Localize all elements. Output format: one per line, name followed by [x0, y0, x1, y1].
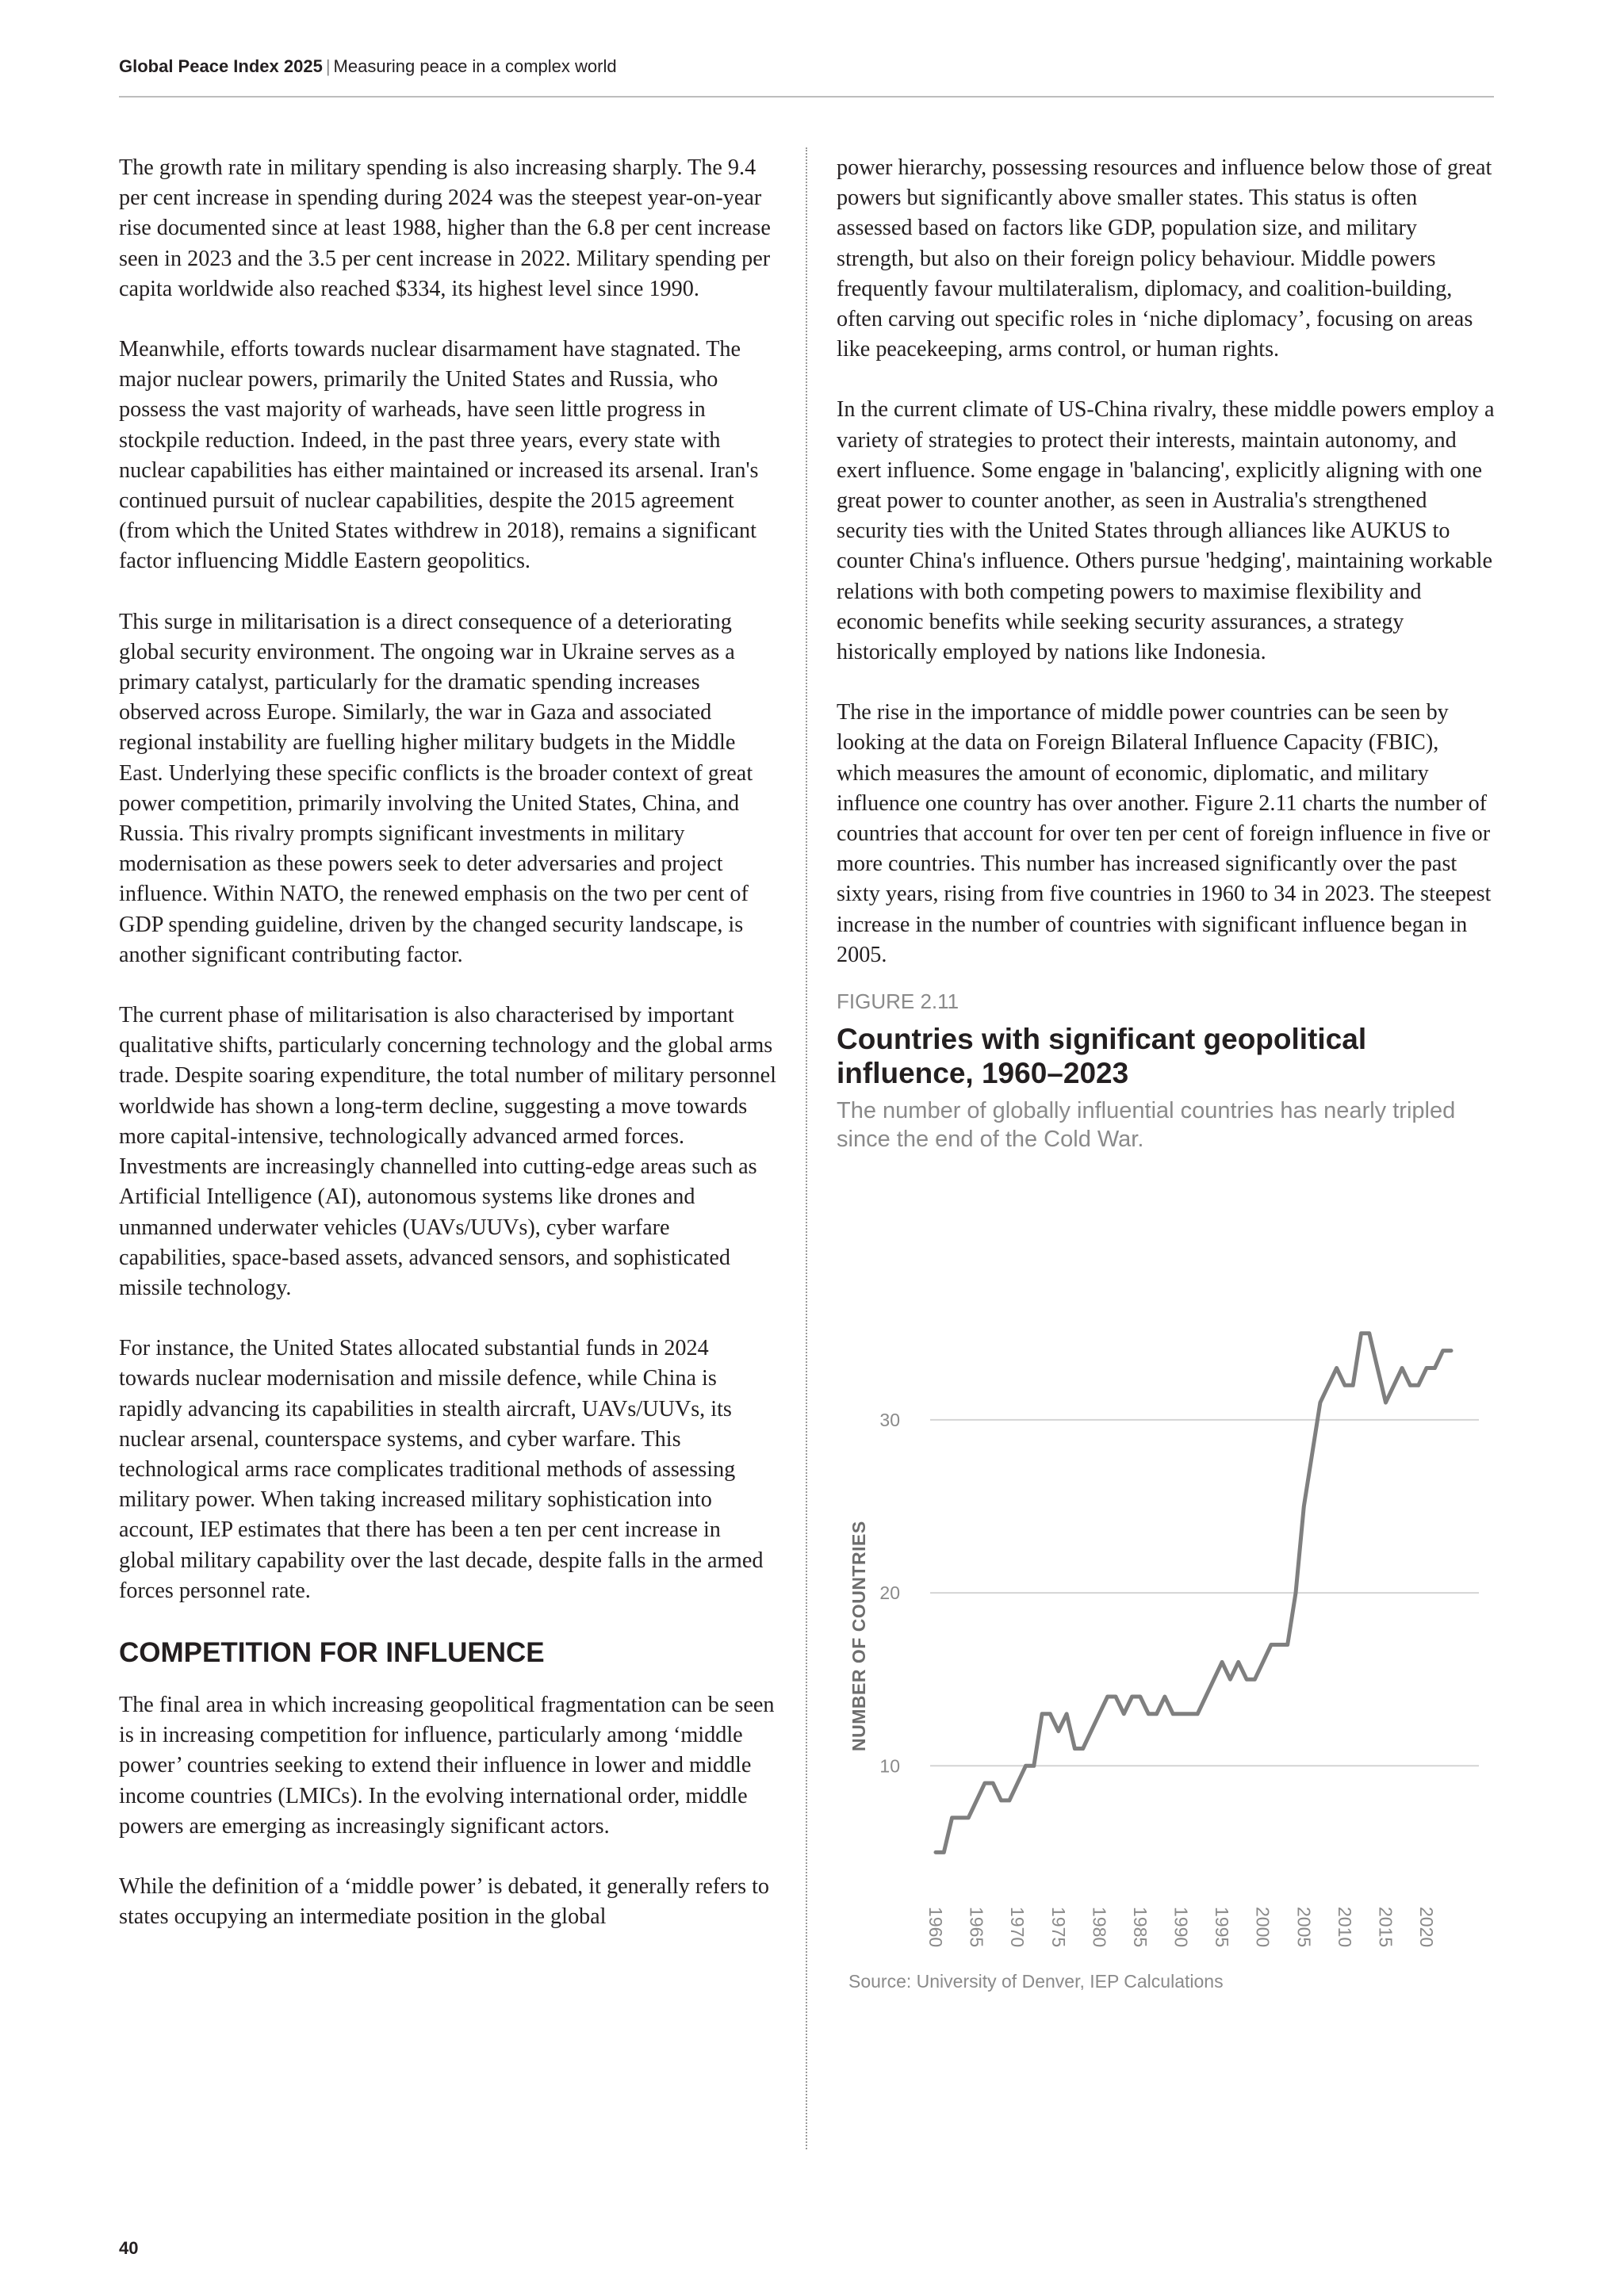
- paragraph-us-china-rivalry: In the current climate of US-China rivalry, these middle powers employ a variety of strategies to protect their interests, maintain autonomy, and exert influence. Some engage in 'balancing', explicitly aligning with one great power to counter another, as seen in Australia's strengthened security ties with the United States through alliances like AUKUS to counter China's influence. Others pursue 'hedging', maintaining workable relations with both competing powers to maximise flexibility and economic benefits while seeking security assurances, a strategy historically employed by nations like Indonesia.: [837, 397, 1495, 665]
- x-tick-label-1975: 1975: [1048, 1907, 1069, 1948]
- figure-title: Countries with significant geopolitical influence, 1960–2023: [837, 1023, 1367, 1090]
- x-tick-label-2000: 2000: [1252, 1907, 1274, 1948]
- report-title: Global Peace Index 2025: [119, 56, 323, 76]
- left-column: [119, 153, 777, 1962]
- paragraph-middle-power-definition: While the definition of a ‘middle power’ is debated, it generally refers to states occupying an intermediate position in the global: [119, 1873, 770, 1930]
- paragraph-fbic: The rise in the importance of middle power countries can be seen by looking at the data on Foreign Bilateral Influence Capacity (FBIC), which measures the amount of economic, diplomatic, and military influence one country has over another. Figure 2.11 charts the number of countries that account for over ten per cent of foreign influence in five or more countries. This number has increased significantly over the past sixty years, rising from five countries in 1960 to 34 in 2023. The steepest increase in the number of countries with significant influence began in 2005.: [837, 700, 1492, 967]
- y-axis-label: NUMBER OF COUNTRIES: [848, 1521, 869, 1751]
- right-column: [837, 153, 1495, 1154]
- x-tick-label-1990: 1990: [1170, 1907, 1192, 1948]
- chart-svg: [837, 1284, 1495, 1958]
- page-number: 40: [119, 2238, 139, 2258]
- paragraph-power-hierarchy: power hierarchy, possessing resources and influence below those of great powers but significantly above smaller states. This status is often assessed based on factors like GDP, population size, and military strength, but also on their foreign policy behaviour. Middle powers frequently favour multilateralism, diplomacy, and coalition-building, often carving out specific roles in ‘niche diplomacy’, focusing on areas like peacekeeping, arms control, or human rights.: [837, 155, 1492, 362]
- report-subtitle: Measuring peace in a complex world: [333, 56, 617, 76]
- y-tick-label-10: 10: [879, 1755, 900, 1777]
- x-tick-label-2015: 2015: [1375, 1907, 1396, 1948]
- x-tick-label-2020: 2020: [1416, 1907, 1438, 1948]
- figure-subtitle: The number of globally influential countries has nearly tripled since the end of the Cold War.: [837, 1098, 1456, 1153]
- paragraph-arms-race: For instance, the United States allocated substantial funds in 2024 towards nuclear modernisation and missile defence, while China is rapidly advancing its capabilities in stealth aircraft, UAVs/UUVs, its nuclear arsenal, counterspace systems, and cyber warfare. This technological arms race complicates traditional methods of assessing military power. When taking increased military sophistication into account, IEP estimates that there has been a ten per cent increase in global military capability over the last decade, despite falls in the armed forces personnel rate.: [119, 1336, 764, 1603]
- paragraph-competition: The final area in which increasing geopolitical fragmentation can be seen is in increasing competition for influence, particularly among ‘middle power’ countries seeking to extend their influence in lower and middle income countries (LMICs). In the evolving international order, middle powers are emerging as increasingly significant actors.: [119, 1692, 775, 1839]
- column-divider: [806, 147, 807, 2149]
- header-rule: [119, 96, 1494, 98]
- x-tick-label-1960: 1960: [925, 1907, 946, 1948]
- paragraph-nuclear-disarmament: Meanwhile, efforts towards nuclear disarmament have stagnated. The major nuclear powers, primarily the United States and Russia, who possess the vast majority of warheads, have seen little progress in stockpile reduction. Indeed, in the past three years, every state with nuclear capabilities has either maintained or increased its arsenal. Iran's continued pursuit of nuclear capabilities, despite the 2015 agreement (from which the United States withdrew in 2018), remains a significant factor influencing Middle Eastern geopolitics.: [119, 337, 759, 574]
- x-tick-label-2005: 2005: [1293, 1907, 1315, 1948]
- x-tick-label-2010: 2010: [1334, 1907, 1355, 1948]
- paragraph-qualitative-shifts: The current phase of militarisation is also characterised by important qualitative shifts, particularly concerning technology and the global arms trade. Despite soaring expenditure, the total number of military personnel worldwide has shown a long-term decline, suggesting a move towards more capital-intensive, technologically advanced armed forces. Investments are increasingly channelled into cutting-edge areas such as Artificial Intelligence (AI), autonomous systems like drones and unmanned underwater vehicles (UAVs/UUVs), cyber warfare capabilities, space-based assets, advanced sensors, and sophisticated missile technology.: [119, 1003, 776, 1300]
- paragraph-militarisation-surge: This surge in militarisation is a direct consequence of a deteriorating global security environment. The ongoing war in Ukraine serves as a primary catalyst, particularly for the dramatic spending increases observed across Europe. Similarly, the war in Gaza and associated regional instability are fuelling higher military budgets in the Middle East. Underlying these specific conflicts is the broader context of great power competition, primarily involving the United States, China, and Russia. This rivalry prompts significant investments in military modernisation as these powers seek to deter adversaries and project influence. Within NATO, the renewed emphasis on the two per cent of GDP spending guideline, driven by the changed security landscape, is another significant contributing factor.: [119, 609, 753, 967]
- y-tick-label-30: 30: [879, 1409, 900, 1430]
- paragraph-military-spending: The growth rate in military spending is also increasing sharply. The 9.4 per cent increase in spending during 2024 was the steepest year-on-year rise documented since at least 1988, higher than the 6.8 per cent increase seen in 2023 and the 3.5 per cent increase in 2022. Military spending per capita worldwide also reached $334, its highest level since 1990.: [119, 155, 771, 301]
- x-tick-label-1965: 1965: [966, 1907, 987, 1948]
- page-header: [119, 56, 1494, 77]
- figure-source: Source: University of Denver, IEP Calculations: [848, 1971, 1224, 1992]
- influence-chart: [837, 1284, 1495, 1958]
- x-tick-label-1995: 1995: [1212, 1907, 1233, 1948]
- section-heading: COMPETITION FOR INFLUENCE: [119, 1636, 545, 1668]
- x-tick-label-1980: 1980: [1089, 1907, 1110, 1948]
- x-tick-label-1970: 1970: [1007, 1907, 1028, 1948]
- header-separator: |: [325, 56, 331, 76]
- y-tick-label-20: 20: [879, 1582, 900, 1604]
- x-tick-label-1985: 1985: [1129, 1907, 1151, 1948]
- figure-label: FIGURE 2.11: [837, 989, 959, 1014]
